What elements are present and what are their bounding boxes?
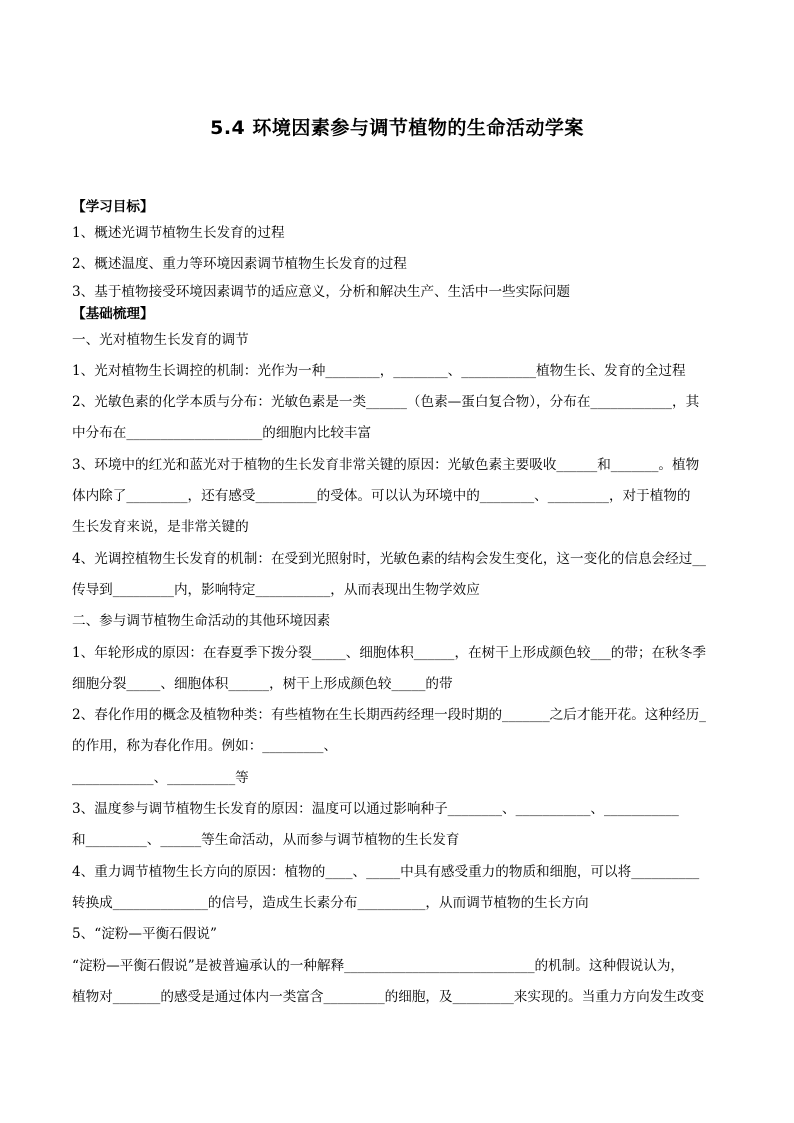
- text-line: 生长发育来说，是非常关键的: [72, 519, 249, 536]
- text-line: “淀粉—平衡石假说”是被普遍承认的一种解释____________________________的机制。这种假说认为，: [72, 957, 685, 974]
- text-line: 3、环境中的红光和蓝光对于植物的生长发育非常关键的原因：光敏色素主要吸收______和_______。植物: [72, 456, 700, 473]
- text-line: 中分布在____________________的细胞内比较丰富: [72, 425, 372, 442]
- text-line: 4、光调控植物生长发育的机制：在受到光照射时，光敏色素的结构会发生变化，这一变化的信息会经过__: [72, 550, 706, 567]
- page-title: 5.4 环境因素参与调节植物的生命活动学案: [210, 117, 584, 139]
- text-line: ____________、__________等: [72, 769, 249, 786]
- text-line: 转换成______________的信号，造成生长素分布__________，从而调节植物的生长方向: [72, 894, 589, 911]
- text-line: 4、重力调节植物生长方向的原因：植物的____、_____中具有感受重力的物质和细胞，可以将__________: [72, 863, 700, 880]
- text-line: 1、年轮形成的原因：在春夏季下拨分裂_____、细胞体积______，在树干上形成颜色较___的带；在秋冬季: [72, 644, 706, 661]
- text-line: 一、光对植物生长发育的调节: [72, 331, 249, 348]
- text-line: 3、温度参与调节植物生长发育的原因：温度可以通过影响种子________、___________、___________: [72, 801, 679, 818]
- text-line: 细胞分裂_____、细胞体积______，树干上形成颜色较_____的带: [72, 675, 453, 692]
- document-body: [72, 196, 726, 1013]
- text-line: 2、概述温度、重力等环境因素调节植物生长发育的过程: [72, 256, 407, 273]
- text-line: 二、参与调节植物生命活动的其他环境因素: [72, 613, 331, 630]
- text-line: 【学习目标】: [72, 199, 154, 215]
- text-line: 2、春化作用的概念及植物种类：有些植物在生长期西药经理一段时期的_______之后才能开花。这种经历_: [72, 707, 706, 724]
- text-line: 传导到_________内，影响特定___________，从而表现出生物学效应: [72, 581, 480, 598]
- text-line: 【基础梳理】: [72, 305, 154, 322]
- text-line: 3、基于植物接受环境因素调节的适应意义，分析和解决生产、生活中一些实际问题: [72, 283, 571, 300]
- text-line: 1、概述光调节植物生长发育的过程: [72, 225, 285, 241]
- text-line: 体内除了_________，还有感受_________的受体。可以认为环境中的________、_________，对于植物的: [72, 488, 691, 505]
- text-line: 植物对_______的感受是通过体内一类富含_________的细胞，及_________来实现的。当重力方向发生改变: [72, 988, 705, 1005]
- text-line: 5、“淀粉—平衡石假说”: [72, 926, 217, 943]
- text-line: 和_________、______等生命活动，从而参与调节植物的生长发育: [72, 832, 460, 849]
- text-line: 1、光对植物生长调控的机制：光作为一种________，________、___________植物生长、发育的全过程: [72, 362, 686, 379]
- text-line: 2、光敏色素的化学本质与分布：光敏色素是一类______（色素—蛋白复合物），分布在____________，其: [72, 394, 700, 411]
- text-line: 的作用，称为春化作用。例如：_________、: [72, 738, 338, 755]
